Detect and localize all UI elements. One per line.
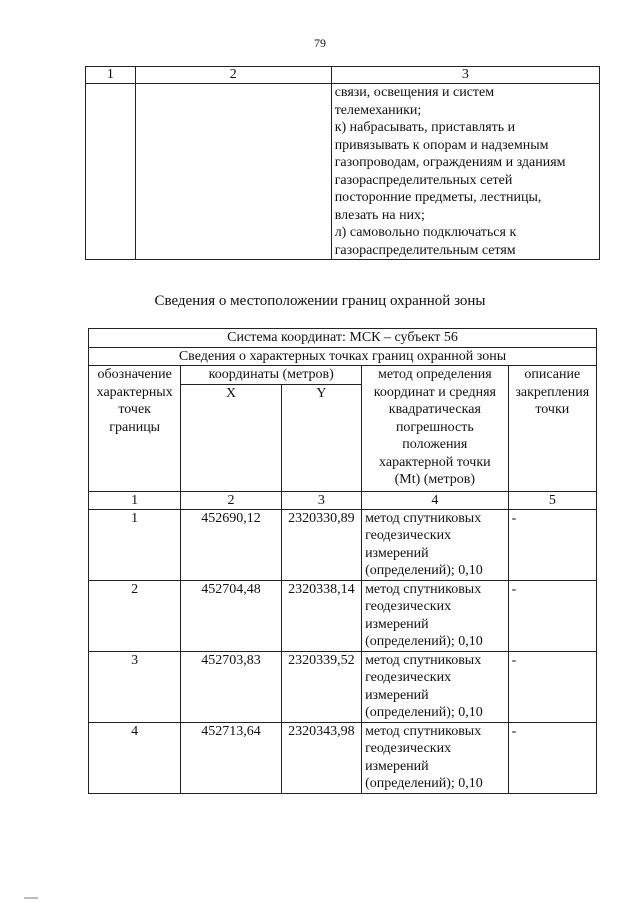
text-line: к) набрасывать, приставлять и: [334, 120, 516, 135]
continuation-table: [85, 66, 600, 260]
x-value: 452703,83: [181, 651, 281, 722]
table-row: [89, 651, 597, 722]
y-value: 2320330,89: [281, 509, 361, 580]
continuation-content-row: [86, 84, 600, 260]
method-value: метод спутниковых геодезических измерений (определений); 0,10: [362, 651, 509, 722]
text-line: л) самовольно подключаться к: [334, 225, 517, 240]
method-column-header: метод определения координат и средняя квадратическая погрешность положения характерной точки (Mt) (метров): [362, 366, 509, 492]
x-value: 452690,12: [181, 509, 281, 580]
scan-mark: [24, 897, 38, 899]
points-heading-row: [89, 347, 597, 366]
description-value: -: [508, 651, 596, 722]
restrictions-text: [331, 84, 599, 260]
system-row: [89, 329, 597, 348]
point-id: 3: [89, 651, 181, 722]
column-number: 5: [508, 491, 596, 509]
page-number: 79: [314, 36, 326, 50]
method-value: метод спутниковых геодезических измерений (определений); 0,10: [362, 580, 509, 651]
text-line: связи, освещения и систем: [334, 85, 495, 100]
y-value: 2320343,98: [281, 722, 361, 793]
method-value: метод спутниковых геодезических измерений (определений); 0,10: [362, 722, 509, 793]
coords-column-header: координаты (метров): [181, 366, 362, 385]
column-number: 2: [181, 491, 281, 509]
description-column-header: описание закрепления точки: [508, 366, 596, 492]
point-id: 4: [89, 722, 181, 793]
text-line: газораспределительных сетей: [334, 172, 513, 188]
table-row: [89, 509, 597, 580]
column-number: 4: [362, 491, 509, 509]
section-title: Сведения о местоположении границ охранной зоны: [154, 293, 486, 309]
header-col-1: 1: [86, 67, 136, 84]
coordinate-system-cell: Система координат: МСК – субъект 56: [89, 329, 597, 348]
table-row: [89, 580, 597, 651]
description-value: -: [508, 580, 596, 651]
column-number-row: [89, 491, 597, 509]
header-col-2: 2: [135, 67, 331, 84]
y-value: 2320339,52: [281, 651, 361, 722]
y-column-header: Y: [281, 384, 361, 491]
header-col-3: 3: [331, 67, 599, 84]
y-value: 2320338,14: [281, 580, 361, 651]
point-id: 2: [89, 580, 181, 651]
empty-cell-2: [135, 84, 331, 260]
column-header-row: [89, 366, 597, 385]
x-value: 452713,64: [181, 722, 281, 793]
text-line: газораспределительным сетям: [334, 242, 516, 258]
continuation-header-row: [86, 67, 600, 84]
point-id: 1: [89, 509, 181, 580]
empty-cell-1: [86, 84, 136, 260]
text-line: привязывать к опорам и надземным: [334, 137, 549, 153]
description-value: -: [508, 509, 596, 580]
x-column-header: X: [181, 384, 281, 491]
coordinates-table: [88, 328, 597, 794]
point-column-header: обозначение характерных точек границы: [89, 366, 181, 492]
text-line: телемеханики;: [334, 102, 422, 118]
method-value: метод спутниковых геодезических измерений (определений); 0,10: [362, 509, 509, 580]
text-line: влезать на них;: [334, 207, 425, 223]
column-number: 3: [281, 491, 361, 509]
description-value: -: [508, 722, 596, 793]
table-row: [89, 722, 597, 793]
points-heading-cell: Сведения о характерных точках границ охранной зоны: [89, 347, 597, 366]
text-line: посторонние предметы, лестницы,: [334, 190, 542, 205]
column-number: 1: [89, 491, 181, 509]
x-value: 452704,48: [181, 580, 281, 651]
text-line: газопроводам, ограждениям и зданиям: [334, 155, 566, 170]
